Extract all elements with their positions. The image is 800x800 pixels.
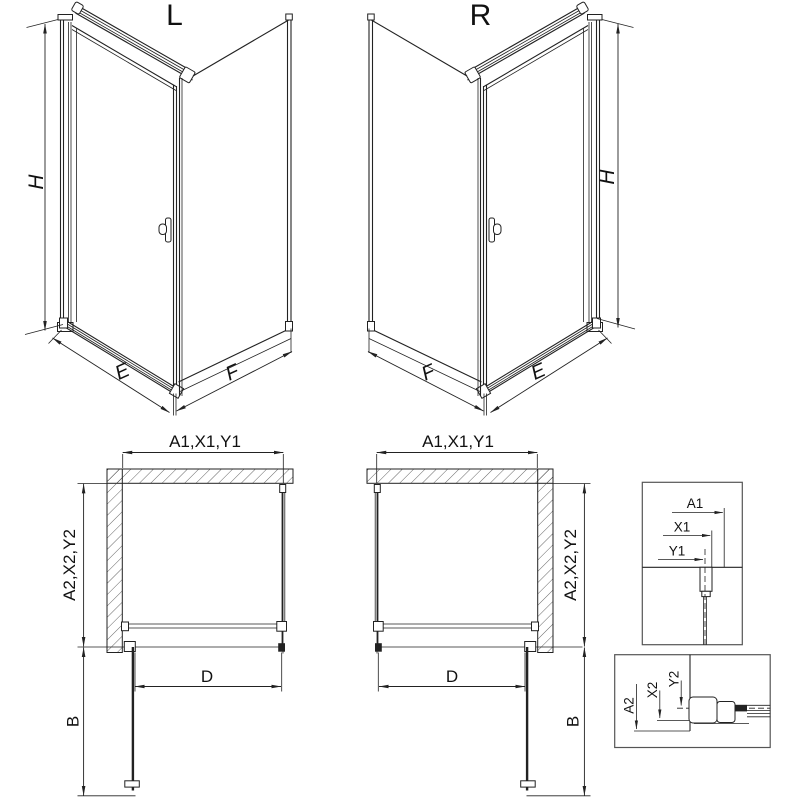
dimension-b-right bbox=[527, 648, 591, 796]
detail-label-a2: A2 bbox=[621, 697, 637, 714]
stabilizer-bar-plan bbox=[374, 622, 539, 632]
dim-label-b-right: B bbox=[563, 715, 583, 728]
detail-label-x1: X1 bbox=[673, 519, 691, 535]
door-panel bbox=[60, 26, 184, 399]
dimension-h-right bbox=[596, 20, 635, 330]
detail-box-axis-reference bbox=[615, 655, 771, 748]
dimension-a2-left bbox=[60, 484, 107, 647]
dim-label-a1-left: A1,X1,Y1 bbox=[169, 432, 241, 451]
walls bbox=[367, 469, 553, 653]
door-handle bbox=[159, 218, 171, 242]
dimension-h-left bbox=[25, 20, 63, 335]
dimension-e-right bbox=[484, 330, 612, 416]
dimension-a2-right bbox=[554, 484, 591, 647]
dim-label-e-right: E bbox=[527, 359, 549, 385]
variant-label-left: L bbox=[166, 0, 183, 32]
iso-view-right bbox=[368, 0, 636, 416]
dimension-e-left bbox=[49, 330, 177, 416]
door-plan bbox=[78, 642, 286, 791]
detail-box-width-reference bbox=[642, 482, 742, 644]
dimension-b-left bbox=[63, 648, 135, 796]
dim-label-b-left: B bbox=[63, 715, 83, 728]
walls bbox=[107, 469, 293, 653]
dim-label-d-left: D bbox=[200, 667, 214, 686]
detail-label-y2: Y2 bbox=[666, 670, 682, 688]
detail-label-x2: X2 bbox=[645, 681, 661, 699]
dim-label-a2-right: A2,X2,Y2 bbox=[560, 529, 580, 601]
fixed-glass-panel bbox=[374, 485, 380, 644]
dimension-d-right bbox=[378, 653, 525, 692]
dim-label-h-left: H bbox=[24, 174, 48, 190]
plan-view-left bbox=[60, 432, 293, 796]
door-panel bbox=[476, 26, 600, 399]
wall-profile-left bbox=[58, 15, 74, 332]
detail-label-a1: A1 bbox=[686, 496, 704, 511]
fixed-glass-panel bbox=[280, 485, 286, 644]
dimension-f-right bbox=[368, 329, 484, 412]
iso-view-left bbox=[25, 0, 293, 416]
door-handle-plan bbox=[125, 781, 140, 787]
side-panel bbox=[368, 14, 482, 396]
door-handle-plan bbox=[521, 781, 536, 787]
dim-label-f-left: F bbox=[222, 360, 243, 386]
dim-label-e-left: E bbox=[111, 359, 133, 385]
dim-label-a2-left: A2,X2,Y2 bbox=[59, 529, 79, 601]
door-handle bbox=[489, 218, 501, 242]
plan-view-right bbox=[367, 432, 591, 796]
side-panel bbox=[179, 14, 293, 396]
dim-label-a1-right: A1,X1,Y1 bbox=[422, 432, 494, 451]
door-plan bbox=[375, 642, 583, 791]
detail-label-y1: Y1 bbox=[668, 543, 686, 559]
dim-label-d-right: D bbox=[445, 667, 459, 686]
dimension-d-left bbox=[135, 653, 282, 692]
variant-label-right: R bbox=[469, 0, 492, 32]
stabilizer-bar-plan bbox=[122, 622, 287, 632]
dim-label-f-right: F bbox=[418, 360, 439, 386]
dimension-f-left bbox=[177, 329, 293, 412]
dim-label-h-right: H bbox=[595, 169, 619, 185]
